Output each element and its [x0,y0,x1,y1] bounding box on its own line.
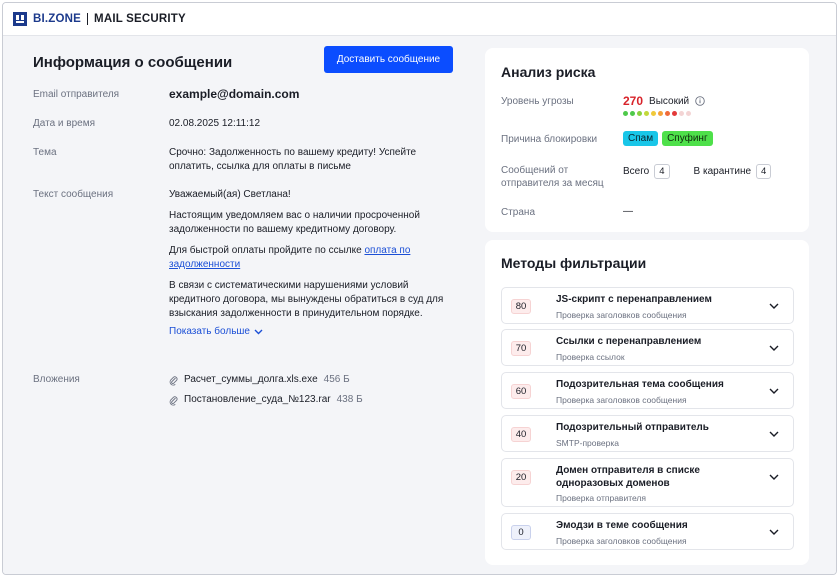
attachments-label: Вложения [33,374,80,385]
filter-subtitle: Проверка ссылок [556,352,625,362]
deliver-message-button[interactable]: Доставить сообщение [324,46,453,73]
threat-level-dot [637,111,642,116]
quarantine-count-group [694,164,772,179]
chevron-down-icon [254,329,263,335]
attachment-name: Постановление_суда_№123.rar [184,394,331,405]
threat-score: 270 [623,94,644,108]
total-label: Всего [623,166,650,177]
filter-method-item[interactable] [501,458,794,507]
threat-level-dot [630,111,635,116]
filter-subtitle: Проверка заголовков сообщения [556,395,687,405]
filter-score-badge: 80 [511,299,531,314]
total-count-group [623,164,670,179]
threat-level-label: Уровень угрозы [501,96,574,107]
body-label: Текст сообщения [33,189,114,200]
filter-score-badge: 0 [511,525,531,540]
threat-level-dot [644,111,649,116]
filter-subtitle: SMTP-проверка [556,438,620,448]
filter-methods-card [485,240,809,565]
country-value: — [623,206,633,217]
filters-title: Методы фильтрации [501,255,647,271]
app-window [2,2,837,575]
filter-method-item[interactable] [501,287,794,324]
attachment-name: Расчет_суммы_долга.xls.exe [184,374,318,385]
info-icon[interactable] [695,96,705,106]
filter-title: Эмодзи в теме сообщения [556,520,688,531]
show-more-button[interactable] [169,325,263,339]
chevron-down-icon[interactable] [769,345,779,351]
main-content [3,36,836,575]
threat-level-dot [672,111,677,116]
filter-title: Подозрительная тема сообщения [556,379,724,390]
body-paragraph-1: Настоящим уведомляем вас о наличии просроченной задолженности по вашему кредитному договору. [169,210,420,235]
brand-divider [87,13,88,25]
quarantine-label: В карантине [693,166,752,177]
chevron-down-icon[interactable] [769,529,779,535]
threat-level-dot [658,111,663,116]
chevron-down-icon[interactable] [769,431,779,437]
subject-label: Тема [33,147,57,158]
threat-level-text: Высокий [649,95,690,107]
spam-tag: Спам [623,131,658,146]
filter-score-badge: 40 [511,427,531,442]
filter-score-badge: 20 [511,470,531,485]
threat-level-bar [623,111,691,116]
attachment-size: 456 Б [323,374,350,385]
attachment-item[interactable] [169,373,459,387]
body-paragraph-3: В связи с систематическими нарушениями условий кредитного договора, мы вынуждены обратиться в суд для взыскания задолженности в принудительном порядке. [169,280,444,319]
date-value: 02.08.2025 12:11:12 [169,118,261,129]
page-title: Информация о сообщении [33,54,233,71]
brand-name: BI.ZONE [33,13,82,25]
show-more-label: Показать больше [169,326,250,337]
sender-value: example@domain.com [169,87,300,101]
block-reason-label: Причина блокировки [501,134,598,145]
country-label: Страна [501,207,536,218]
product-name: MAIL SECURITY [94,13,186,25]
threat-level-dot [651,111,656,116]
threat-level-dot [623,111,628,116]
risk-title: Анализ риска [501,64,596,80]
total-count-badge: 4 [654,164,669,179]
filter-method-item[interactable] [501,372,794,409]
filter-title: JS-скрипт с перенаправлением [556,294,712,305]
filter-score-badge: 70 [511,341,531,356]
filter-method-item[interactable] [501,329,794,366]
subject-value: Срочно: Задолженность по вашему кредиту! Успейте оплатить, ссылка для оплаты в письме [169,147,417,172]
paperclip-icon [169,395,178,406]
chevron-down-icon[interactable] [769,303,779,309]
risk-analysis-card [485,48,809,232]
filter-subtitle: Проверка отправителя [556,493,646,503]
messages-count-label: Сообщений от отправителя за месяц [501,165,604,189]
message-body [169,188,459,339]
filter-title: Ссылки с перенаправлением [556,336,702,347]
chevron-down-icon[interactable] [769,474,779,480]
filter-subtitle: Проверка заголовков сообщения [556,536,687,546]
filter-title: Домен отправителя в списке одноразовых доменов [556,465,700,489]
body-paragraph-2 [169,244,459,272]
threat-level-value [623,94,705,108]
quarantine-count-badge: 4 [756,164,771,179]
bizone-logo-icon [13,12,27,26]
filter-title: Подозрительный отправитель [556,422,709,433]
date-label: Дата и время [33,118,96,129]
attachment-item[interactable] [169,393,459,407]
filter-subtitle: Проверка заголовков сообщения [556,310,687,320]
filter-score-badge: 60 [511,384,531,399]
attachments-list [169,373,459,413]
body-paragraph-2-text: Для быстрой оплаты пройдите по ссылке [169,245,365,256]
messages-count [623,164,795,179]
top-bar [3,3,836,36]
block-reason-tags [623,131,717,146]
filter-method-item[interactable] [501,513,794,550]
chevron-down-icon[interactable] [769,388,779,394]
sender-label: Email отправителя [33,89,120,100]
filter-method-item[interactable] [501,415,794,452]
attachment-size: 438 Б [336,394,363,405]
paperclip-icon [169,375,178,386]
body-greeting: Уважаемый(ая) Светлана! [169,189,291,200]
payment-link[interactable]: оплата по задолженности [169,245,411,270]
threat-level-dot [686,111,691,116]
threat-level-dot [665,111,670,116]
spoofing-tag: Спуфинг [662,131,713,146]
threat-level-dot [679,111,684,116]
